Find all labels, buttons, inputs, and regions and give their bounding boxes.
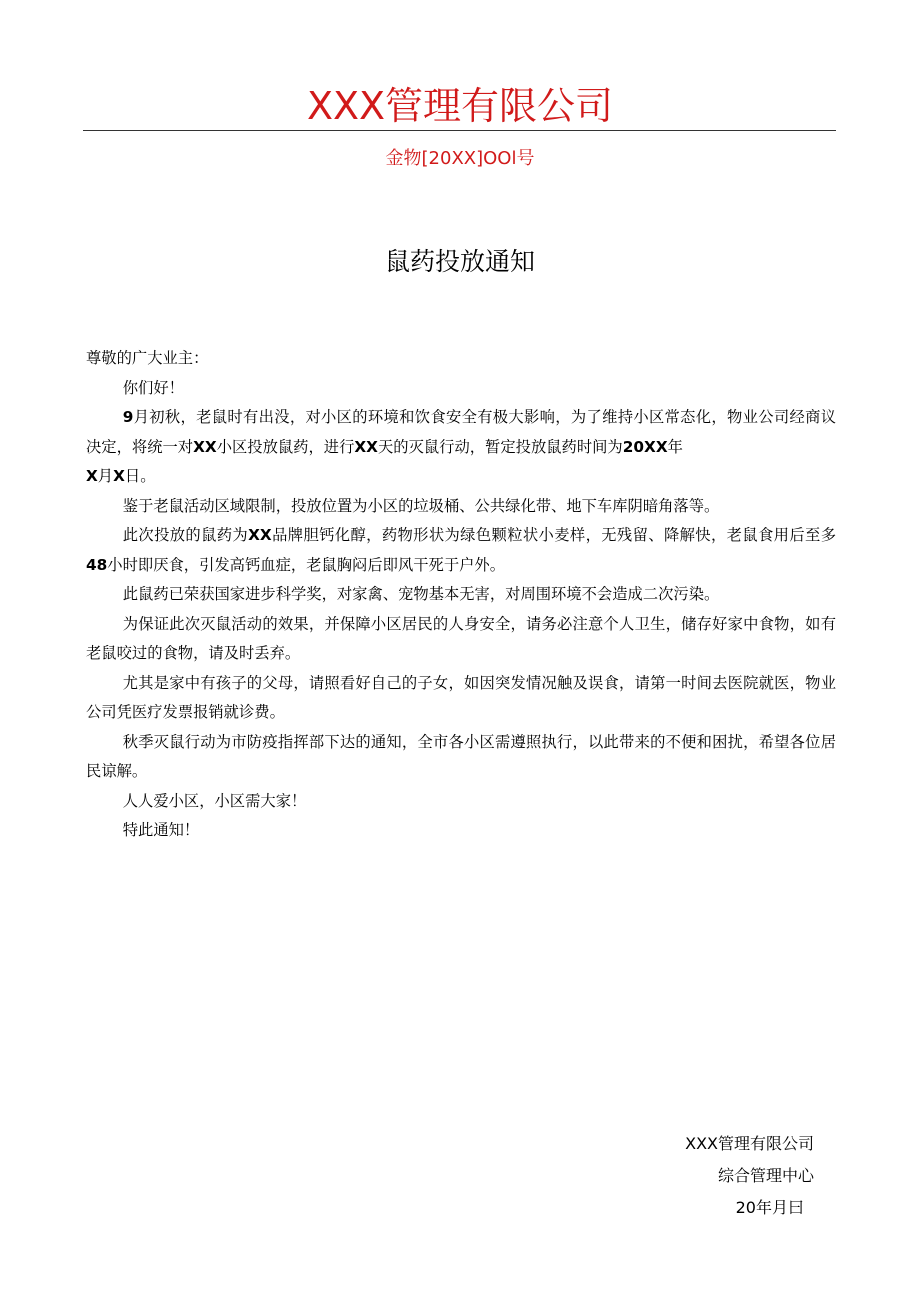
paragraph-authority: 秋季灭鼠行动为市防疫指挥部下达的通知，全市各小区需遵照执行，以此带来的不便和困扰，希望各位居民谅解。 [86,732,836,780]
signature-company: XXX管理有限公司 [685,1134,814,1153]
notice-body [86,344,836,846]
signature-block [560,1128,814,1224]
signature-date: 20年月曰 [735,1198,804,1217]
letterhead-divider [83,130,836,131]
paragraph-children: 尤其是家中有孩子的父母，请照看好自己的子女，如因突发情况触及误食，请第一时间去医院就医，物业公司凭医疗发票报销就诊费。 [86,673,836,721]
document-number: 金物[20XX]OOl号 [385,148,535,169]
notice-title: 鼠药投放通知 [384,247,535,276]
paragraph-slogan: 人人爱小区，小区需大家！ [122,791,307,810]
greeting: 你们好！ [122,378,184,397]
signature-department: 综合管理中心 [717,1166,814,1185]
paragraph-poison-info: 此次投放的鼠药为XX品牌胆钙化醇，药物形状为绿色颗粒状小麦样，无残留、降解快，老鼠食用后至多48小时即厌食，引发高钙血症，老鼠胸闷后即风干死于户外。 [86,526,836,574]
closing-line: 特此通知！ [122,821,200,839]
company-letterhead-title: XXX管理有限公司 [306,84,614,128]
paragraph-safety-award: 此鼠药已荣获国家进步科学奖，对家禽、宠物基本无害，对周围环境不会造成二次污染。 [122,585,720,603]
salutation: 尊敬的广大业主： [86,349,209,367]
paragraph-schedule: 9月初秋，老鼠时有出没，对小区的环境和饮食安全有极大影响，为了维持小区常态化，物业公司经商议决定，将统一对XX小区投放鼠药，进行XX天的灭鼠行动，暂定投放鼠药时间为20XX年 X月X日。 [86,408,836,485]
paragraph-hygiene: 为保证此次灭鼠活动的效果，并保障小区居民的人身安全，请务必注意个人卫生，储存好家中食物，如有老鼠咬过的食物，请及时丢弃。 [86,614,836,662]
paragraph-locations: 鉴于老鼠活动区域限制，投放位置为小区的垃圾桶、公共绿化带、地下车库阴暗角落等。 [122,496,720,515]
